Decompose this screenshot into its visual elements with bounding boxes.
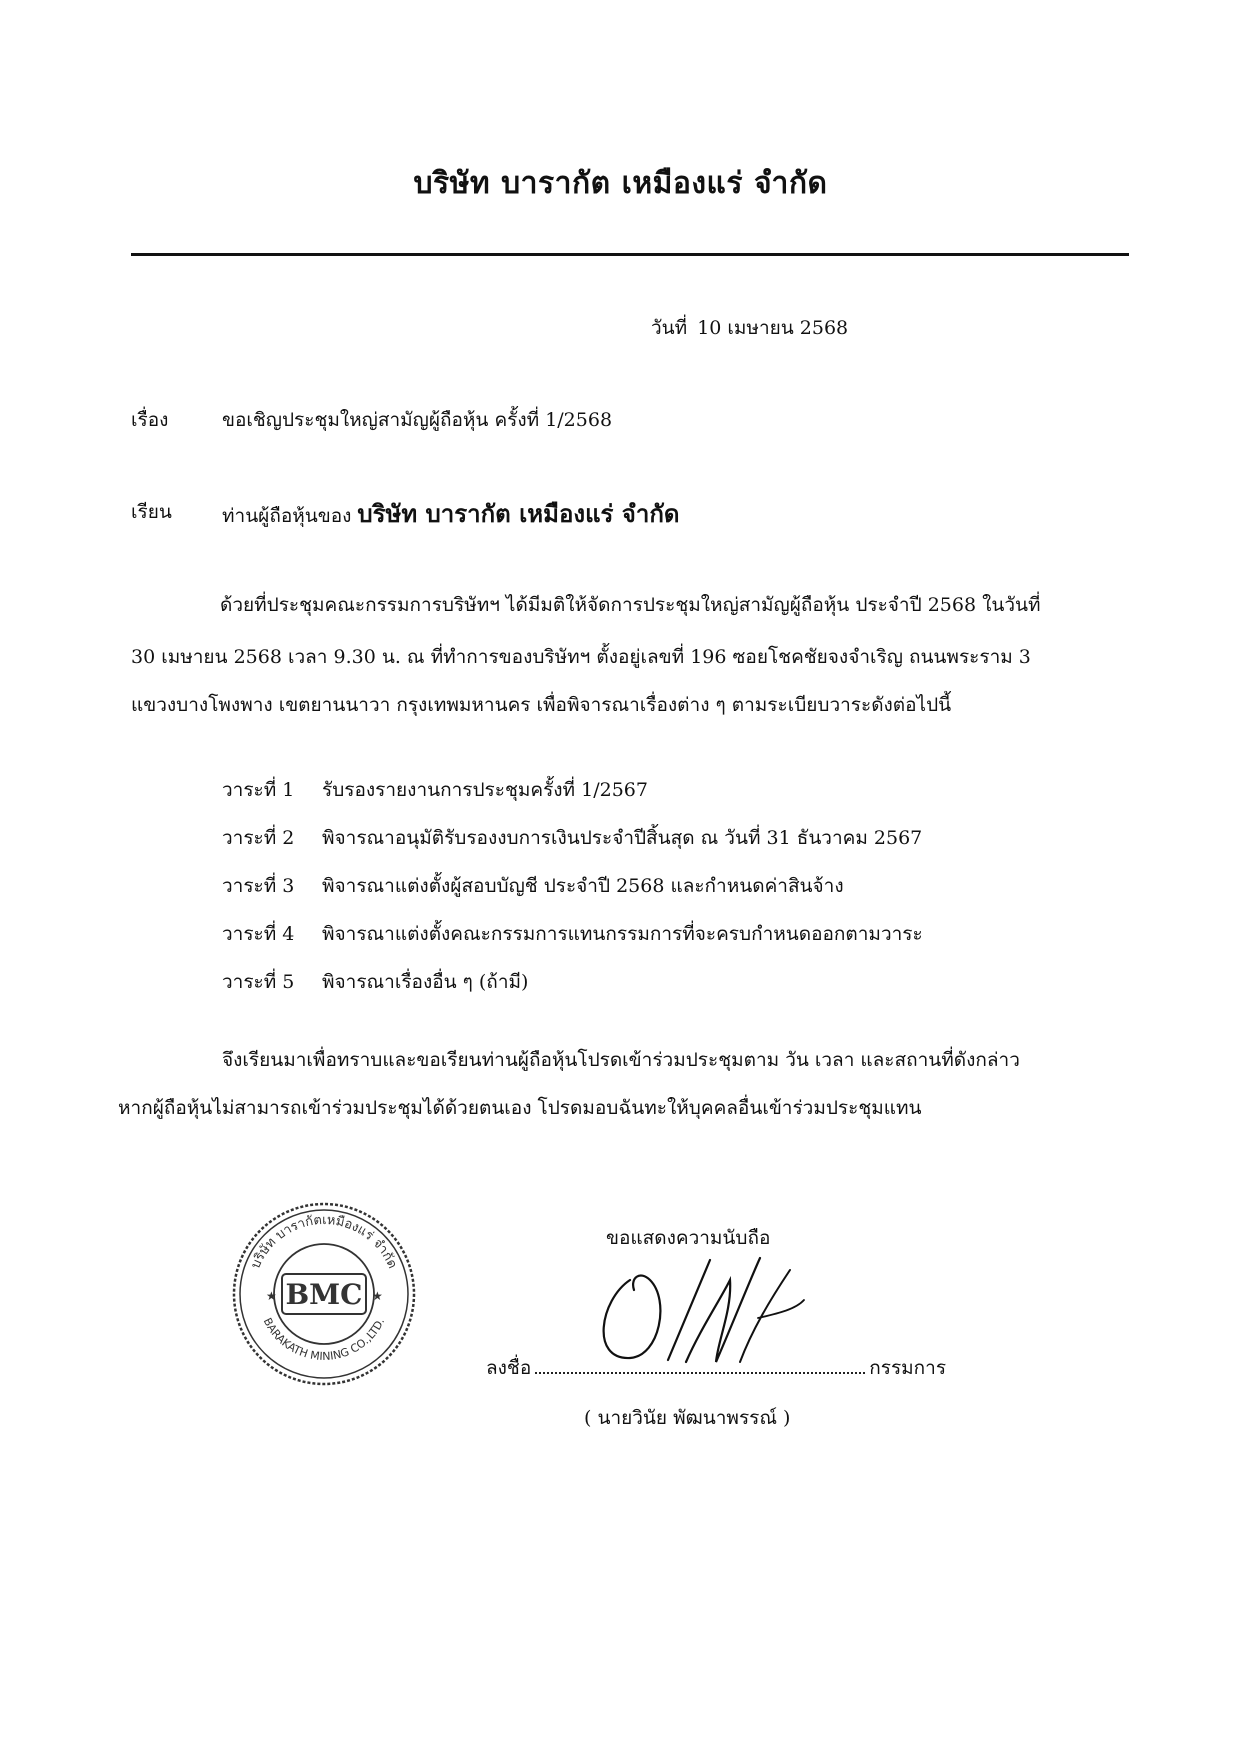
- recipient-text: [222, 494, 679, 533]
- agenda-item: [222, 919, 923, 949]
- closing-line-1: จึงเรียนมาเพื่อทราบและขอเรียนท่านผู้ถือหุ้นโปรดเข้าร่วมประชุมตาม วัน เวลา และสถานที่ดังกล่าว: [222, 1049, 1020, 1071]
- header-divider: [131, 253, 1129, 256]
- agenda-item: [222, 775, 648, 805]
- seal-thai-text: บริษัท บารากัตเหมืองแร่ จำกัด: [248, 1212, 400, 1271]
- body-line-2: 30 เมษายน 2568 เวลา 9.30 น. ณ ที่ทำการของบริษัทฯ ตั้งอยู่เลขที่ 196 ซอยโชคชัยจงจำเริญ ถนนพระราม 3: [131, 646, 1031, 668]
- agenda-label: วาระที่ 4: [222, 923, 295, 945]
- agenda-label: วาระที่ 1: [222, 779, 295, 801]
- agenda-label: วาระที่ 3: [222, 875, 295, 897]
- agenda-item: [222, 967, 528, 997]
- signature-line: [486, 1353, 946, 1383]
- agenda-text: พิจารณาแต่งตั้งคณะกรรมการแทนกรรมการที่จะครบกำหนดออกตามวาระ: [322, 923, 923, 945]
- seal-english-text: BARAKATH MINING CO.,LTD.: [260, 1315, 388, 1363]
- recipient-company: บริษัท บารากัต เหมืองแร่ จำกัด: [357, 499, 680, 528]
- date-label: วันที่: [651, 317, 688, 339]
- closing-line-2: หากผู้ถือหุ้นไม่สามารถเข้าร่วมประชุมได้ด้วยตนเอง โปรดมอบฉันทะให้บุคคลอื่นเข้าร่วมประชุมแทน: [118, 1097, 922, 1119]
- agenda-text: พิจารณาเรื่องอื่น ๆ (ถ้ามี): [322, 971, 529, 993]
- subject-label: เรื่อง: [131, 409, 169, 431]
- letter-date: [651, 313, 848, 343]
- svg-text:★: ★: [372, 1289, 383, 1303]
- regards-text: ขอแสดงความนับถือ: [606, 1227, 771, 1249]
- svg-text:★: ★: [266, 1289, 277, 1303]
- agenda-text: รับรองรายงานการประชุมครั้งที่ 1/2567: [322, 779, 648, 801]
- agenda-item: [222, 823, 922, 853]
- seal-logo-text: BMC: [285, 1278, 363, 1311]
- company-title: บริษัท บารากัต เหมืองแร่ จำกัด: [413, 166, 828, 201]
- signatory-position: กรรมการ: [869, 1357, 947, 1379]
- agenda-text: พิจารณาแต่งตั้งผู้สอบบัญชี ประจำปี 2568 และกำหนดค่าสินจ้าง: [322, 875, 844, 897]
- sign-label: ลงชื่อ: [486, 1357, 532, 1379]
- agenda-text: พิจารณาอนุมัติรับรองงบการเงินประจำปีสิ้นสุด ณ วันที่ 31 ธันวาคม 2567: [322, 827, 923, 849]
- subject-text: ขอเชิญประชุมใหญ่สามัญผู้ถือหุ้น ครั้งที่ 1/2568: [222, 409, 613, 431]
- body-line-1: ด้วยที่ประชุมคณะกรรมการบริษัทฯ ได้มีมติให้จัดการประชุมใหญ่สามัญผู้ถือหุ้น ประจำปี 2568 ในวันที่: [220, 594, 1041, 616]
- agenda-label: วาระที่ 5: [222, 971, 295, 993]
- recipient-label: เรียน: [131, 501, 172, 523]
- agenda-label: วาระที่ 2: [222, 827, 295, 849]
- company-seal-icon: [230, 1200, 418, 1388]
- agenda-item: [222, 871, 844, 901]
- body-line-3: แขวงบางโพงพาง เขตยานนาวา กรุงเทพมหานคร เพื่อพิจารณาเรื่องต่าง ๆ ตามระเบียบวาระดังต่อไปนี้: [131, 694, 952, 716]
- signatory-name: ( นายวินัย พัฒนาพรรณ์ ): [584, 1407, 791, 1429]
- recipient-prefix: ท่านผู้ถือหุ้นของ: [222, 505, 352, 527]
- date-value: 10 เมษายน 2568: [697, 317, 849, 339]
- signature-dotted-line: [535, 1354, 865, 1374]
